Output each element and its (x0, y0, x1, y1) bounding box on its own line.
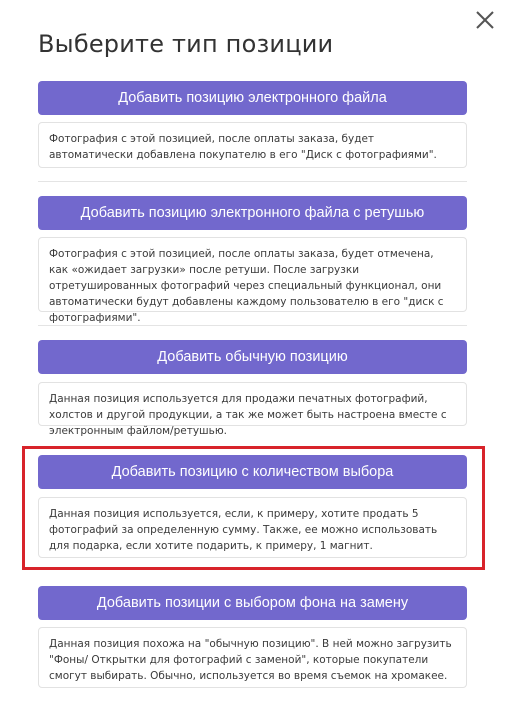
close-icon (474, 9, 496, 31)
dialog-title: Выберите тип позиции (38, 30, 334, 58)
add-electronic-file-button[interactable]: Добавить позицию электронного файла (38, 81, 467, 115)
regular-position-description: Данная позиция используется для продажи печатных фотографий, холстов и другой продукции, а так же может быть настроена вместе с электронным файлом/ретушью. (38, 382, 467, 426)
background-replacement-description: Данная позиция похожа на "обычную позицию". В ней можно загрузить "Фоны/ Открытки для фотографий с заменой", которые покупатели смогут выбирать. Обычно, используется во время съемок на хромакее. (38, 627, 467, 688)
electronic-file-retouch-description: Фотография с этой позицией, после оплаты заказа, будет отмечена, как «ожидает загрузки» после ретуши. После загрузки отретушированных фотографий через специальный функционал, они автоматически будут добавлены каждому пользователю в его "диск с фотографиями". (38, 237, 467, 312)
add-background-replacement-button[interactable]: Добавить позиции с выбором фона на замену (38, 586, 467, 620)
electronic-file-description: Фотография с этой позицией, после оплаты заказа, будет автоматически добавлена покупателю в его "Диск с фотографиями". (38, 122, 467, 168)
quantity-choice-description: Данная позиция используется, если, к примеру, хотите продать 5 фотографий за определенную сумму. Также, ее можно использовать для подарка, если хотите подарить, к примеру, 1 магнит. (38, 497, 467, 558)
add-regular-position-button[interactable]: Добавить обычную позицию (38, 340, 467, 374)
add-quantity-choice-button[interactable]: Добавить позицию с количеством выбора (38, 455, 467, 489)
divider (38, 325, 467, 326)
close-button[interactable] (474, 9, 496, 31)
add-electronic-file-retouch-button[interactable]: Добавить позицию электронного файла с ретушью (38, 196, 467, 230)
divider (38, 181, 467, 182)
